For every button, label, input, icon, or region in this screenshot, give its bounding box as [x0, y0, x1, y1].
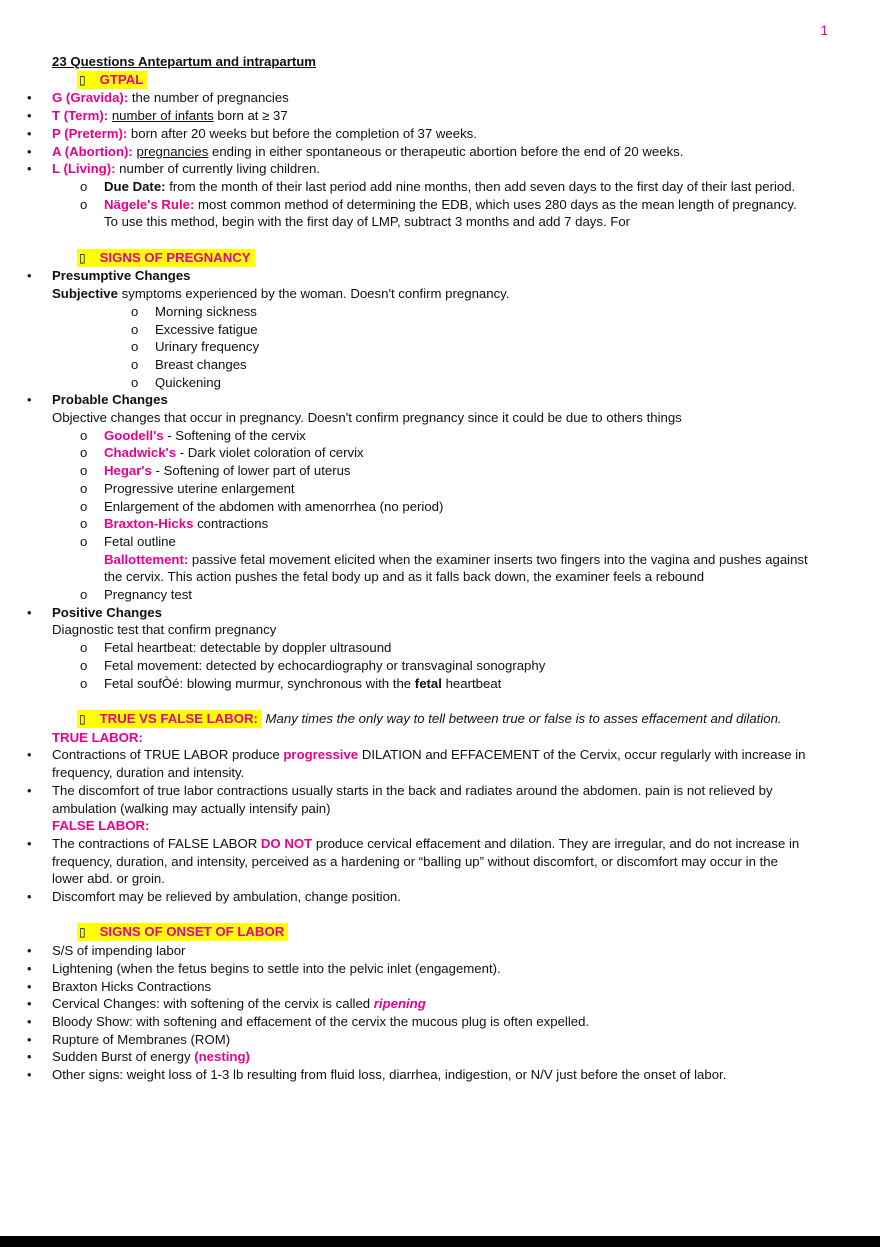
text-segment: Braxton Hicks Contractions: [52, 978, 212, 994]
text-segment: Urinary frequency: [155, 339, 260, 355]
text-segment: Enlargement of the abdomen with amenorrhea (no period): [104, 498, 444, 514]
title-line: [0, 53, 880, 71]
text-segment: - Dark violet coloration of cervix: [176, 445, 364, 461]
text-segment: Morning sickness: [155, 303, 257, 319]
indented-paragraph-line: [0, 551, 880, 586]
text-segment: produce cervical effacement and dilation. They are irregular, and do not increase in frequency, duration, and intensity, perceived as a hardening or “balling up” without discomfort, or discomfort may occur in the lower abd. or groin.: [52, 835, 800, 887]
sub-item: [0, 427, 880, 445]
text-segment: G (Gravida):: [52, 90, 132, 106]
sub-item: [0, 639, 880, 657]
bullet-marker: •: [27, 996, 32, 1012]
text-segment: number of currently living children.: [119, 161, 320, 177]
text-segment: L (Living):: [52, 161, 120, 177]
sub-item: [0, 657, 880, 675]
text-segment: Contractions of TRUE LABOR produce: [52, 747, 284, 763]
circle-marker: o: [131, 339, 139, 355]
bullet-item: [0, 89, 880, 107]
text-segment: Braxton-Hicks: [104, 516, 194, 532]
yellow-highlight: [77, 249, 255, 267]
text-segment: Objective changes that occur in pregnancy. Doesn't confirm pregnancy since it could be due to others things: [52, 410, 682, 426]
circle-marker: o: [131, 321, 139, 337]
circle-marker: o: [80, 657, 88, 673]
paragraph-line: [0, 409, 880, 427]
sub-item: [0, 586, 880, 604]
circle-marker: o: [80, 463, 88, 479]
text-segment: FALSE LABOR:: [52, 818, 150, 834]
text-segment: Quickening: [155, 374, 221, 390]
text-segment: (nesting): [194, 1049, 250, 1065]
text-segment: heartbeat: [441, 675, 502, 691]
bullet-item: [0, 995, 880, 1013]
text-segment: Discomfort may be relieved by ambulation, change position.: [52, 889, 401, 905]
text-segment: Diagnostic test that confirm pregnancy: [52, 622, 277, 638]
text-segment: Other signs: weight loss of 1-3 lb resulting from fluid loss, diarrhea, indigestion, or N/V just before the onset of labor.: [52, 1067, 727, 1083]
text-segment: most common method of determining the EDB, which uses 280 days as the mean length of pregnancy. To use this method, begin with the first day of LMP, subtract 3 months and add 7 days. For: [104, 196, 797, 230]
circle-marker: o: [80, 587, 88, 603]
text-segment: Due Date:: [104, 178, 170, 194]
bullet-marker: •: [27, 782, 32, 798]
section-heading-line: [0, 923, 880, 942]
bullet-marker: •: [27, 1031, 32, 1047]
text-segment: - Softening of lower part of uterus: [151, 463, 351, 479]
text-segment: 23 Questions Antepartum and intrapartum: [52, 54, 317, 69]
circle-marker: o: [80, 640, 88, 656]
text-segment: TRUE LABOR:: [52, 729, 143, 745]
text-segment: P (Preterm):: [52, 125, 131, 141]
spacer-line: [0, 692, 880, 710]
bullet-item: [0, 267, 880, 285]
text-segment: born after 20 weeks but before the completion of 37 weeks.: [130, 125, 477, 141]
text-segment: Fetal soufÒé: blowing murmur, synchronous with the: [104, 675, 415, 691]
sub-sub-item: [0, 303, 880, 321]
bullet-item: [0, 107, 880, 125]
bullet-item: [0, 960, 880, 978]
sub-item: [0, 675, 880, 693]
bullet-marker: •: [27, 1067, 32, 1083]
text-segment: passive fetal movement elicited when the examiner inserts two fingers into the vagina and pushes against the cervix. This action pushes the fetal body up and as it falls back down, the examiner feels a rebound: [104, 551, 808, 585]
sub-sub-item: [0, 374, 880, 392]
bullet-item: [0, 1066, 880, 1084]
bullet-marker: •: [27, 889, 32, 905]
sub-item: [0, 462, 880, 480]
spacer-line: [0, 906, 880, 924]
text-segment: pregnancies: [136, 143, 209, 159]
text-segment: - Softening of the cervix: [163, 427, 306, 443]
text-segment: ending in either spontaneous or therapeutic abortion before the end of 20 weeks.: [208, 143, 684, 159]
bullet-marker: •: [27, 943, 32, 959]
bullet-marker: •: [27, 268, 32, 284]
bottom-bar: [0, 1236, 880, 1247]
circle-marker: o: [80, 480, 88, 496]
bullet-marker: •: [27, 1013, 32, 1029]
text-segment: The discomfort of true labor contractions usually starts in the back and radiates around the abdomen. pain is not relieved by ambulation (walking may actually intensify pain): [52, 782, 773, 816]
text-segment: Fetal outline: [104, 533, 176, 549]
bullet-item: [0, 160, 880, 178]
bullet-item: [0, 746, 880, 781]
yellow-highlight: [77, 923, 288, 941]
circle-marker: o: [131, 374, 139, 390]
paragraph-line: [0, 285, 880, 303]
circle-marker: o: [80, 533, 88, 549]
circle-marker: o: [80, 516, 88, 532]
text-segment: Sudden Burst of energy: [52, 1049, 195, 1065]
bullet-item: [0, 391, 880, 409]
text-segment: progressive: [283, 747, 359, 763]
text-segment: Presumptive Changes: [52, 268, 191, 284]
text-segment: The contractions of FALSE LABOR: [52, 835, 261, 851]
bullet-item: [0, 978, 880, 996]
bullet-marker: •: [27, 747, 32, 763]
text-segment: Positive Changes: [52, 604, 162, 620]
bullet-marker: •: [27, 90, 32, 106]
text-segment: Probable Changes: [52, 392, 168, 408]
bullet-item: [0, 888, 880, 906]
heading-label: GTPAL: [99, 71, 144, 87]
circle-marker: o: [80, 427, 88, 443]
sub-item: [0, 480, 880, 498]
circle-marker: o: [80, 498, 88, 514]
text-segment: S/S of impending labor: [52, 943, 186, 959]
yellow-highlight: [77, 71, 147, 89]
text-segment: born at ≥ 37: [213, 108, 288, 124]
text-segment: Rupture of Membranes (ROM): [52, 1031, 231, 1047]
bullet-marker: •: [27, 960, 32, 976]
circle-marker: o: [80, 178, 88, 194]
bullet-marker: •: [27, 392, 32, 408]
text-segment: the number of pregnancies: [131, 90, 289, 106]
text-segment: Fetal heartbeat: detectable by doppler ultrasound: [104, 640, 392, 656]
heading-label: TRUE VS FALSE LABOR:: [99, 710, 258, 726]
checkbox-glyph-icon: ▯: [79, 250, 86, 265]
bullet-item: [0, 1048, 880, 1066]
bullet-marker: •: [27, 125, 32, 141]
bullet-item: [0, 1031, 880, 1049]
section-heading-line: [0, 71, 880, 90]
text-segment: Ballottement:: [104, 551, 192, 567]
text-segment: Pregnancy test: [104, 587, 192, 603]
bullet-item: [0, 125, 880, 143]
text-segment: DILATION and EFFACEMENT of the Cervix, occur regularly with increase in frequency, duration and intensity.: [52, 747, 806, 781]
bullet-item: [0, 782, 880, 817]
paragraph-line: [0, 621, 880, 639]
paragraph-line: [0, 729, 880, 747]
circle-marker: o: [80, 675, 88, 691]
text-segment: Nägele's Rule:: [104, 196, 199, 212]
checkbox-glyph-icon: ▯: [79, 711, 86, 726]
bullet-marker: •: [27, 835, 32, 851]
bullet-item: [0, 835, 880, 888]
sub-sub-item: [0, 321, 880, 339]
sub-item: [0, 196, 880, 231]
sub-sub-item: [0, 356, 880, 374]
text-segment: Bloody Show: with softening and effacement of the cervix the mucous plug is often expelled.: [52, 1013, 590, 1029]
text-segment: Cervical Changes: with softening of the cervix is called: [52, 996, 374, 1012]
bullet-marker: •: [27, 108, 32, 124]
heading-label: SIGNS OF PREGNANCY: [99, 249, 251, 265]
circle-marker: o: [80, 196, 88, 212]
sub-item: [0, 178, 880, 196]
bullet-marker: •: [27, 161, 32, 177]
text-segment: Many times the only way to tell between true or false is to asses effacement and dilation.: [261, 710, 782, 726]
text-segment: Fetal movement: detected by echocardiography or transvaginal sonography: [104, 657, 546, 673]
text-segment: Goodell's: [104, 427, 164, 443]
text-segment: Breast changes: [155, 356, 247, 372]
spacer-line: [0, 231, 880, 249]
circle-marker: o: [80, 445, 88, 461]
bullet-item: [0, 143, 880, 161]
bullet-item: [0, 1013, 880, 1031]
heading-label: SIGNS OF ONSET OF LABOR: [99, 924, 285, 940]
checkbox-glyph-icon: ▯: [79, 72, 86, 87]
text-segment: contractions: [193, 516, 269, 532]
bullet-marker: •: [27, 1049, 32, 1065]
sub-item: [0, 515, 880, 533]
bullet-item: [0, 604, 880, 622]
text-segment: number of infants: [111, 108, 214, 124]
paragraph-line: [0, 817, 880, 835]
sub-item: [0, 498, 880, 516]
bullet-marker: •: [27, 604, 32, 620]
text-segment: Chadwick's: [104, 445, 177, 461]
text-segment: Subjective: [52, 286, 118, 302]
text-segment: DO NOT: [260, 835, 313, 851]
text-segment: Progressive uterine enlargement: [104, 480, 295, 496]
text-segment: fetal: [414, 675, 442, 691]
circle-marker: o: [131, 356, 139, 372]
section-heading-line: [0, 249, 880, 268]
sub-sub-item: [0, 338, 880, 356]
bullet-item: [0, 942, 880, 960]
circle-marker: o: [131, 303, 139, 319]
text-segment: Lightening (when the fetus begins to settle into the pelvic inlet (engagement).: [52, 960, 501, 976]
sub-item: [0, 444, 880, 462]
bullet-marker: •: [27, 143, 32, 159]
text-segment: from the month of their last period add nine months, then add seven days to the first day of their last period.: [169, 178, 796, 194]
sub-item: [0, 533, 880, 551]
section-heading-line: [0, 710, 880, 729]
text-segment: symptoms experienced by the woman. Doesn't confirm pregnancy.: [117, 286, 510, 302]
text-segment: A (Abortion):: [52, 143, 137, 159]
text-segment: Hegar's: [104, 463, 152, 479]
document-content: [0, 53, 880, 1084]
text-segment: ripening: [373, 996, 426, 1012]
yellow-highlight: [77, 710, 262, 728]
text-segment: T (Term):: [52, 108, 112, 124]
bullet-marker: •: [27, 978, 32, 994]
text-segment: Excessive fatigue: [155, 321, 258, 337]
page-number: 1: [820, 23, 828, 38]
checkbox-glyph-icon: ▯: [79, 925, 86, 940]
